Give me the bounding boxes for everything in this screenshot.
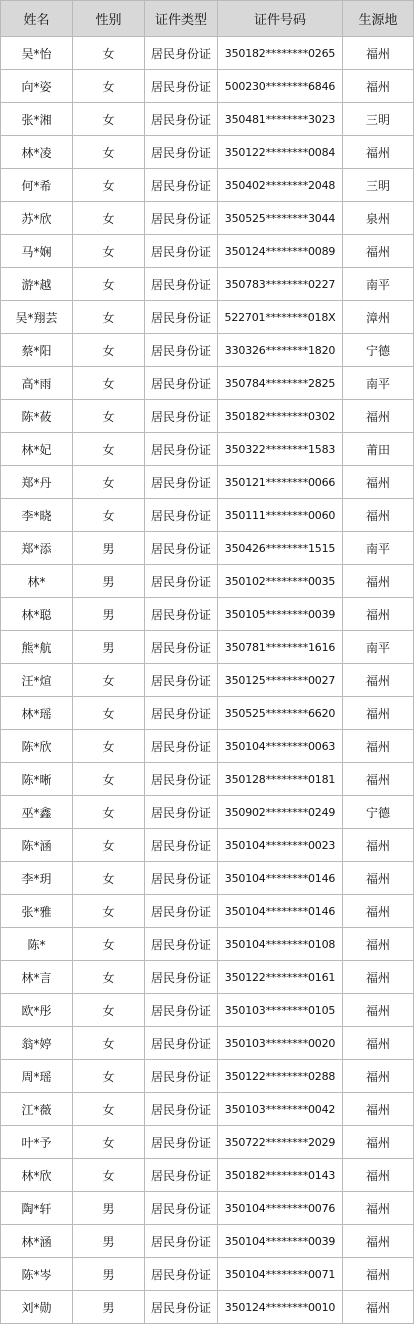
cell-id-number: 350104********0023 xyxy=(218,829,343,862)
cell-id-type: 居民身份证 xyxy=(145,268,218,301)
cell-id-number: 330326********1820 xyxy=(218,334,343,367)
table-row xyxy=(1,631,414,664)
cell-gender: 女 xyxy=(73,862,145,895)
cell-gender: 女 xyxy=(73,202,145,235)
cell-id-type: 居民身份证 xyxy=(145,1225,218,1258)
table-row xyxy=(1,37,414,70)
cell-id-type: 居民身份证 xyxy=(145,1126,218,1159)
cell-origin: 南平 xyxy=(343,268,414,301)
cell-id-type: 居民身份证 xyxy=(145,136,218,169)
cell-name: 林*涵 xyxy=(1,1225,73,1258)
table-row xyxy=(1,1225,414,1258)
cell-origin: 福州 xyxy=(343,37,414,70)
cell-origin: 福州 xyxy=(343,70,414,103)
cell-name: 陈*岑 xyxy=(1,1258,73,1291)
cell-name: 李*玥 xyxy=(1,862,73,895)
table-row xyxy=(1,400,414,433)
cell-gender: 女 xyxy=(73,433,145,466)
cell-id-type: 居民身份证 xyxy=(145,1159,218,1192)
cell-name: 林*聪 xyxy=(1,598,73,631)
cell-id-type: 居民身份证 xyxy=(145,202,218,235)
cell-gender: 女 xyxy=(73,103,145,136)
cell-id-type: 居民身份证 xyxy=(145,763,218,796)
table-row xyxy=(1,169,414,202)
cell-gender: 女 xyxy=(73,235,145,268)
cell-id-number: 350781********1616 xyxy=(218,631,343,664)
cell-id-number: 350103********0105 xyxy=(218,994,343,1027)
cell-gender: 男 xyxy=(73,1225,145,1258)
cell-gender: 男 xyxy=(73,1258,145,1291)
cell-id-type: 居民身份证 xyxy=(145,1027,218,1060)
table-row xyxy=(1,1291,414,1324)
cell-name: 郑*丹 xyxy=(1,466,73,499)
cell-id-number: 350182********0265 xyxy=(218,37,343,70)
cell-id-number: 350322********1583 xyxy=(218,433,343,466)
cell-name: 林* xyxy=(1,565,73,598)
cell-name: 叶*予 xyxy=(1,1126,73,1159)
cell-id-type: 居民身份证 xyxy=(145,37,218,70)
cell-id-number: 350122********0161 xyxy=(218,961,343,994)
table-row xyxy=(1,1126,414,1159)
cell-origin: 南平 xyxy=(343,631,414,664)
table-row xyxy=(1,598,414,631)
cell-id-type: 居民身份证 xyxy=(145,631,218,664)
table-row xyxy=(1,136,414,169)
cell-name: 吴*怡 xyxy=(1,37,73,70)
header-gender: 性别 xyxy=(73,1,145,37)
cell-id-number: 350104********0108 xyxy=(218,928,343,961)
cell-id-type: 居民身份证 xyxy=(145,334,218,367)
cell-id-type: 居民身份证 xyxy=(145,466,218,499)
cell-id-number: 350783********0227 xyxy=(218,268,343,301)
cell-id-type: 居民身份证 xyxy=(145,1060,218,1093)
cell-name: 翁*婷 xyxy=(1,1027,73,1060)
cell-origin: 福州 xyxy=(343,466,414,499)
cell-id-number: 350182********0302 xyxy=(218,400,343,433)
cell-gender: 女 xyxy=(73,37,145,70)
cell-id-type: 居民身份证 xyxy=(145,928,218,961)
cell-name: 张*湘 xyxy=(1,103,73,136)
cell-origin: 南平 xyxy=(343,532,414,565)
cell-id-type: 居民身份证 xyxy=(145,1258,218,1291)
cell-id-number: 522701********018X xyxy=(218,301,343,334)
cell-origin: 福州 xyxy=(343,730,414,763)
cell-gender: 女 xyxy=(73,961,145,994)
cell-origin: 莆田 xyxy=(343,433,414,466)
cell-id-number: 350105********0039 xyxy=(218,598,343,631)
cell-gender: 女 xyxy=(73,730,145,763)
cell-name: 林*妃 xyxy=(1,433,73,466)
cell-origin: 福州 xyxy=(343,829,414,862)
cell-name: 陈* xyxy=(1,928,73,961)
cell-id-type: 居民身份证 xyxy=(145,1093,218,1126)
table-row xyxy=(1,466,414,499)
cell-origin: 福州 xyxy=(343,598,414,631)
table-row xyxy=(1,928,414,961)
table-row xyxy=(1,1258,414,1291)
table-row xyxy=(1,1060,414,1093)
table-row xyxy=(1,697,414,730)
cell-name: 高*雨 xyxy=(1,367,73,400)
cell-origin: 福州 xyxy=(343,400,414,433)
cell-origin: 福州 xyxy=(343,961,414,994)
cell-origin: 福州 xyxy=(343,1027,414,1060)
table-row xyxy=(1,70,414,103)
cell-id-number: 350182********0143 xyxy=(218,1159,343,1192)
cell-name: 苏*欣 xyxy=(1,202,73,235)
cell-origin: 福州 xyxy=(343,1126,414,1159)
cell-gender: 女 xyxy=(73,400,145,433)
cell-name: 周*瑶 xyxy=(1,1060,73,1093)
cell-id-type: 居民身份证 xyxy=(145,598,218,631)
cell-gender: 女 xyxy=(73,796,145,829)
cell-id-number: 350122********0084 xyxy=(218,136,343,169)
cell-name: 张*雅 xyxy=(1,895,73,928)
cell-gender: 女 xyxy=(73,829,145,862)
header-id-type: 证件类型 xyxy=(145,1,218,37)
cell-id-type: 居民身份证 xyxy=(145,730,218,763)
cell-gender: 女 xyxy=(73,1093,145,1126)
cell-name: 林*言 xyxy=(1,961,73,994)
cell-name: 向*姿 xyxy=(1,70,73,103)
cell-gender: 男 xyxy=(73,631,145,664)
cell-id-type: 居民身份证 xyxy=(145,235,218,268)
table-row xyxy=(1,268,414,301)
cell-id-number: 500230********6846 xyxy=(218,70,343,103)
cell-id-type: 居民身份证 xyxy=(145,1291,218,1324)
cell-id-number: 350121********0066 xyxy=(218,466,343,499)
table-row xyxy=(1,895,414,928)
cell-origin: 福州 xyxy=(343,1225,414,1258)
cell-name: 陈*莜 xyxy=(1,400,73,433)
cell-id-number: 350722********2029 xyxy=(218,1126,343,1159)
header-name: 姓名 xyxy=(1,1,73,37)
cell-id-number: 350104********0063 xyxy=(218,730,343,763)
cell-gender: 男 xyxy=(73,1192,145,1225)
cell-id-number: 350111********0060 xyxy=(218,499,343,532)
table-row xyxy=(1,301,414,334)
cell-id-type: 居民身份证 xyxy=(145,565,218,598)
header-id-number: 证件号码 xyxy=(218,1,343,37)
cell-name: 陶*轩 xyxy=(1,1192,73,1225)
cell-gender: 女 xyxy=(73,1027,145,1060)
cell-name: 林*凌 xyxy=(1,136,73,169)
cell-origin: 漳州 xyxy=(343,301,414,334)
cell-origin: 泉州 xyxy=(343,202,414,235)
cell-gender: 女 xyxy=(73,367,145,400)
table-row xyxy=(1,499,414,532)
cell-origin: 福州 xyxy=(343,1093,414,1126)
cell-origin: 福州 xyxy=(343,235,414,268)
cell-origin: 福州 xyxy=(343,697,414,730)
cell-gender: 女 xyxy=(73,136,145,169)
cell-id-number: 350122********0288 xyxy=(218,1060,343,1093)
cell-name: 熊*航 xyxy=(1,631,73,664)
cell-id-number: 350402********2048 xyxy=(218,169,343,202)
cell-origin: 福州 xyxy=(343,1291,414,1324)
cell-name: 何*希 xyxy=(1,169,73,202)
cell-gender: 男 xyxy=(73,532,145,565)
cell-id-number: 350104********0146 xyxy=(218,862,343,895)
cell-id-number: 350104********0146 xyxy=(218,895,343,928)
cell-gender: 女 xyxy=(73,1060,145,1093)
cell-origin: 福州 xyxy=(343,499,414,532)
table-row xyxy=(1,103,414,136)
cell-id-number: 350525********3044 xyxy=(218,202,343,235)
table-row xyxy=(1,1093,414,1126)
table-row xyxy=(1,796,414,829)
cell-name: 欧*彤 xyxy=(1,994,73,1027)
table-row xyxy=(1,730,414,763)
cell-origin: 三明 xyxy=(343,169,414,202)
cell-id-type: 居民身份证 xyxy=(145,862,218,895)
cell-id-type: 居民身份证 xyxy=(145,796,218,829)
cell-gender: 女 xyxy=(73,763,145,796)
cell-gender: 女 xyxy=(73,334,145,367)
table-row xyxy=(1,565,414,598)
cell-gender: 女 xyxy=(73,928,145,961)
table-row xyxy=(1,961,414,994)
cell-id-number: 350104********0039 xyxy=(218,1225,343,1258)
cell-name: 陈*晰 xyxy=(1,763,73,796)
table-row xyxy=(1,1192,414,1225)
cell-name: 林*欣 xyxy=(1,1159,73,1192)
cell-id-number: 350525********6620 xyxy=(218,697,343,730)
cell-gender: 女 xyxy=(73,697,145,730)
cell-origin: 福州 xyxy=(343,1258,414,1291)
cell-id-number: 350426********1515 xyxy=(218,532,343,565)
cell-name: 陈*欣 xyxy=(1,730,73,763)
cell-id-number: 350103********0020 xyxy=(218,1027,343,1060)
cell-gender: 女 xyxy=(73,994,145,1027)
cell-origin: 福州 xyxy=(343,1159,414,1192)
cell-gender: 男 xyxy=(73,1291,145,1324)
header-origin: 生源地 xyxy=(343,1,414,37)
cell-id-number: 350128********0181 xyxy=(218,763,343,796)
cell-origin: 福州 xyxy=(343,136,414,169)
cell-id-number: 350481********3023 xyxy=(218,103,343,136)
cell-name: 吴*翔芸 xyxy=(1,301,73,334)
cell-gender: 女 xyxy=(73,70,145,103)
cell-origin: 福州 xyxy=(343,763,414,796)
cell-gender: 女 xyxy=(73,301,145,334)
cell-origin: 福州 xyxy=(343,1060,414,1093)
cell-origin: 宁德 xyxy=(343,796,414,829)
cell-origin: 福州 xyxy=(343,664,414,697)
cell-name: 刘*勋 xyxy=(1,1291,73,1324)
cell-id-number: 350104********0076 xyxy=(218,1192,343,1225)
cell-origin: 三明 xyxy=(343,103,414,136)
table-row xyxy=(1,532,414,565)
cell-origin: 宁德 xyxy=(343,334,414,367)
table-header xyxy=(1,1,414,37)
cell-id-number: 350125********0027 xyxy=(218,664,343,697)
cell-id-type: 居民身份证 xyxy=(145,433,218,466)
cell-origin: 福州 xyxy=(343,1192,414,1225)
cell-id-type: 居民身份证 xyxy=(145,532,218,565)
cell-gender: 女 xyxy=(73,664,145,697)
cell-gender: 女 xyxy=(73,1159,145,1192)
cell-gender: 女 xyxy=(73,268,145,301)
cell-name: 郑*添 xyxy=(1,532,73,565)
cell-gender: 女 xyxy=(73,1126,145,1159)
table-row xyxy=(1,862,414,895)
cell-name: 游*越 xyxy=(1,268,73,301)
table-row xyxy=(1,433,414,466)
cell-id-type: 居民身份证 xyxy=(145,829,218,862)
cell-origin: 福州 xyxy=(343,994,414,1027)
table-row xyxy=(1,1027,414,1060)
cell-gender: 女 xyxy=(73,895,145,928)
cell-origin: 福州 xyxy=(343,862,414,895)
cell-name: 马*娴 xyxy=(1,235,73,268)
cell-origin: 南平 xyxy=(343,367,414,400)
cell-id-number: 350102********0035 xyxy=(218,565,343,598)
cell-id-type: 居民身份证 xyxy=(145,895,218,928)
cell-origin: 福州 xyxy=(343,565,414,598)
table-row xyxy=(1,202,414,235)
table-row xyxy=(1,829,414,862)
cell-id-type: 居民身份证 xyxy=(145,400,218,433)
table-row xyxy=(1,235,414,268)
cell-id-type: 居民身份证 xyxy=(145,697,218,730)
cell-name: 林*瑶 xyxy=(1,697,73,730)
cell-id-type: 居民身份证 xyxy=(145,664,218,697)
table-body xyxy=(1,37,414,1324)
cell-name: 李*晓 xyxy=(1,499,73,532)
cell-id-number: 350784********2825 xyxy=(218,367,343,400)
cell-gender: 女 xyxy=(73,499,145,532)
cell-name: 陈*涵 xyxy=(1,829,73,862)
cell-id-type: 居民身份证 xyxy=(145,499,218,532)
cell-name: 汪*煊 xyxy=(1,664,73,697)
table-row xyxy=(1,664,414,697)
cell-id-number: 350124********0089 xyxy=(218,235,343,268)
table-row xyxy=(1,367,414,400)
cell-origin: 福州 xyxy=(343,928,414,961)
header-row xyxy=(1,1,414,37)
table-row xyxy=(1,1159,414,1192)
cell-id-number: 350104********0071 xyxy=(218,1258,343,1291)
cell-id-number: 350902********0249 xyxy=(218,796,343,829)
cell-gender: 女 xyxy=(73,466,145,499)
cell-id-type: 居民身份证 xyxy=(145,367,218,400)
cell-id-type: 居民身份证 xyxy=(145,169,218,202)
cell-name: 蔡*阳 xyxy=(1,334,73,367)
cell-id-type: 居民身份证 xyxy=(145,1192,218,1225)
table-row xyxy=(1,763,414,796)
cell-origin: 福州 xyxy=(343,895,414,928)
cell-name: 江*薇 xyxy=(1,1093,73,1126)
cell-name: 巫*鑫 xyxy=(1,796,73,829)
cell-id-number: 350103********0042 xyxy=(218,1093,343,1126)
cell-gender: 男 xyxy=(73,598,145,631)
cell-id-number: 350124********0010 xyxy=(218,1291,343,1324)
cell-gender: 男 xyxy=(73,565,145,598)
cell-id-type: 居民身份证 xyxy=(145,961,218,994)
cell-id-type: 居民身份证 xyxy=(145,994,218,1027)
cell-id-type: 居民身份证 xyxy=(145,70,218,103)
cell-gender: 女 xyxy=(73,169,145,202)
table-row xyxy=(1,334,414,367)
cell-id-type: 居民身份证 xyxy=(145,301,218,334)
table-row xyxy=(1,994,414,1027)
cell-id-type: 居民身份证 xyxy=(145,103,218,136)
